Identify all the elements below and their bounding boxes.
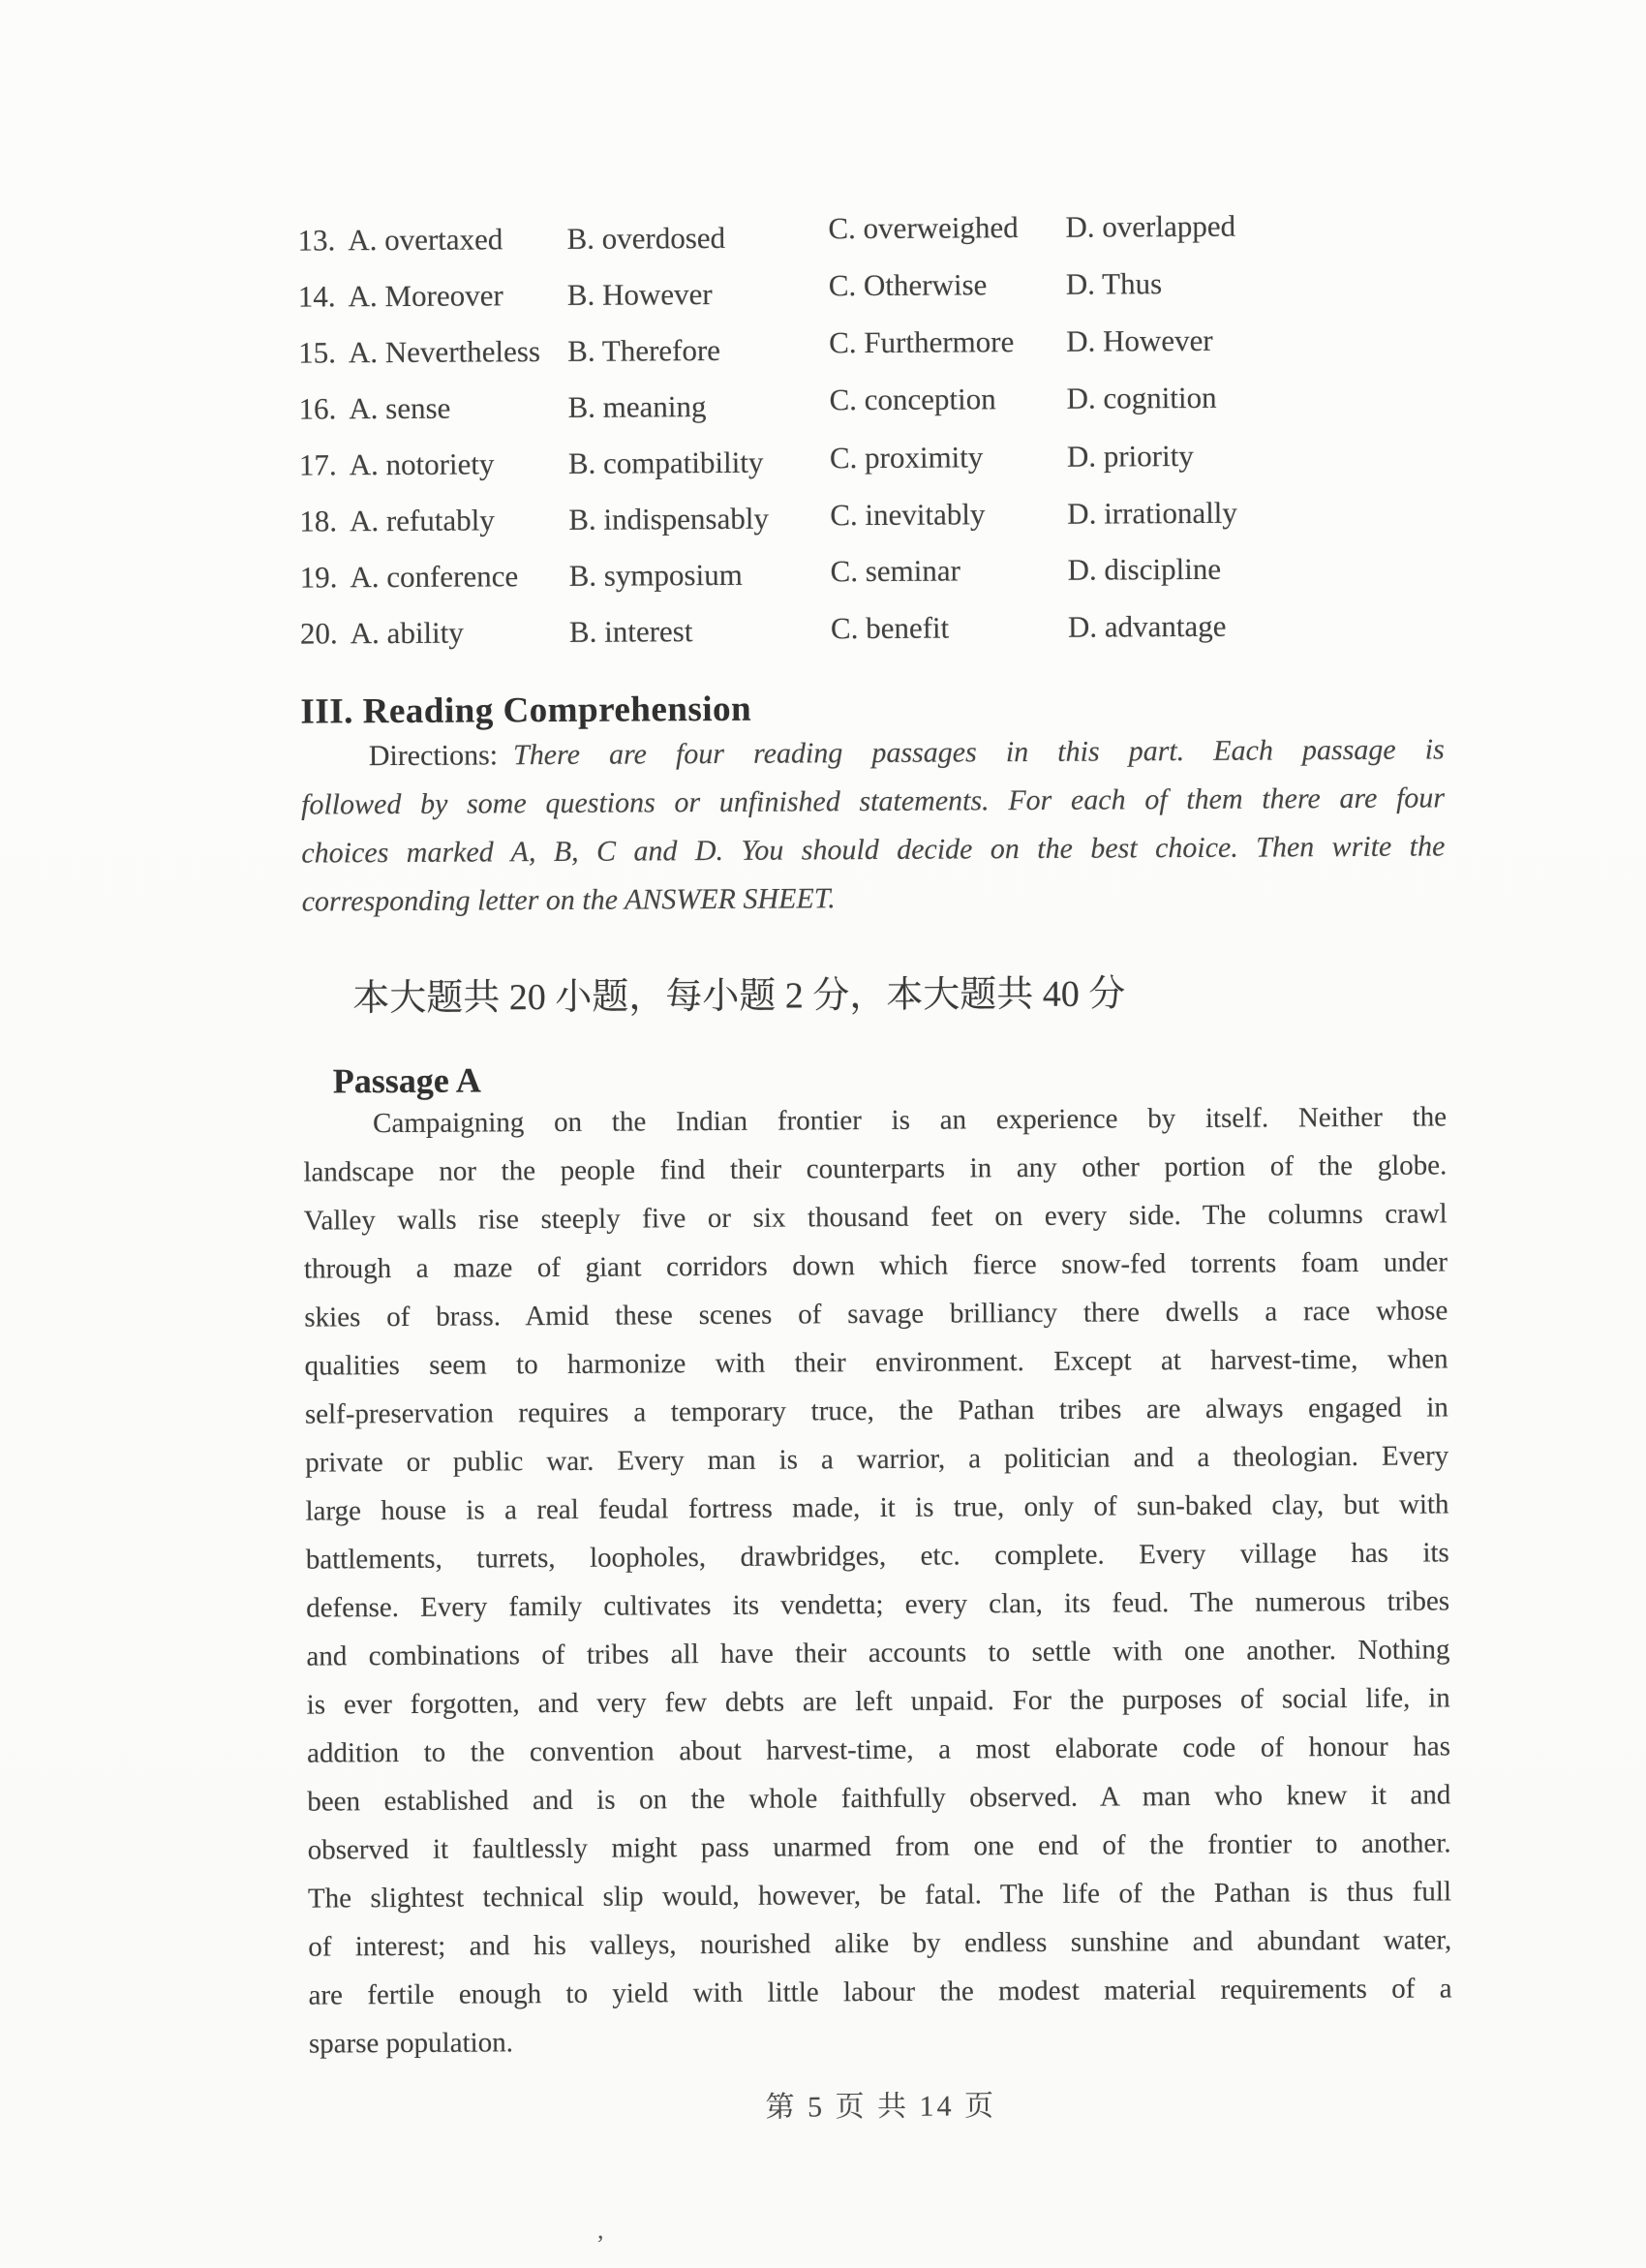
question-number: 14. [297,279,336,314]
option-d: D. advantage [1067,608,1227,644]
question-number: 18. [299,504,338,538]
option-b: B. interest [568,614,693,649]
option-c: C. proximity [829,440,984,475]
option-a: A. Nevertheless [348,334,541,370]
option-d: D. discipline [1067,551,1222,587]
option-a: A. conference [350,559,519,595]
passage-line: private or public war. Every man is a warrior, a politician and a theologian. Every [305,1440,1449,1479]
option-d: D. However [1066,322,1213,358]
question-cell-a [297,211,566,269]
directions-label: Directions: [368,739,499,773]
question-cell-a [300,604,569,662]
option-a: A. overtaxed [348,222,503,258]
passage-line: Campaigning on the Indian frontier is an experience by itself. Neither the [372,1101,1448,1140]
directions-paragraph [301,725,1446,926]
question-cell-a [298,267,567,325]
question-number: 13. [297,223,336,258]
option-c: C. conception [829,382,996,417]
option-b: B. compatibility [567,444,764,480]
passage-line: been established and is on the whole faithfully observed. A man who knew it and [307,1779,1451,1818]
directions-text: There are four reading passages in this part. Each passage is [512,733,1445,772]
passage-line: The slightest technical slip would, however, be fatal. The life of the Pathan is thus full [307,1876,1452,1915]
passage-line: qualities seem to harmonize with their environment. Except at harvest-time, when [304,1343,1448,1382]
question-cell-a [299,436,568,494]
option-d: D. overlapped [1065,208,1236,244]
option-c: C. Otherwise [828,267,988,303]
directions-line: followed by some questions or unfinished statements. For each of them there are four [300,782,1446,821]
option-d: D. irrationally [1067,495,1237,531]
passage-line: landscape nor the people find their counterparts in any other portion of the globe. [303,1149,1448,1188]
passage-line: self-preservation requires a temporary truce, the Pathan tribes are always engaged in [304,1392,1448,1430]
stray-ink-mark: , [597,2216,604,2244]
option-a: A. Moreover [348,278,503,314]
option-c: C. overweighed [828,210,1019,246]
passage-line: of interest; and his valleys, nourished alike by endless sunshine and abundant water, [308,1924,1452,1963]
option-b: B. indispensably [568,501,770,536]
multiple-choice-block [297,205,1444,661]
directions-line: corresponding letter on the ANSWER SHEET. [301,882,836,918]
directions-line: choices marked A, B, C and D. You should decide on the best choice. Then write the [301,830,1446,870]
section-heading: III. Reading Comprehension [300,689,752,732]
page-content [296,0,1453,2268]
option-c: C. Furthermore [829,324,1015,360]
option-b: B. overdosed [566,220,726,256]
passage-title: Passage A [332,1060,481,1101]
question-cell-a [298,323,567,382]
option-d: D. cognition [1066,380,1217,415]
passage-line: are fertile enough to yield with little labour the modest material requirements of a [308,1973,1452,2011]
question-number: 15. [298,335,337,370]
option-d: D. Thus [1065,266,1163,301]
passage-line: and combinations of tribes all have their accounts to settle with one another. Nothing [306,1634,1450,1672]
passage-line: through a maze of giant corridors down which fierce snow-fed torrents foam under [303,1246,1448,1285]
question-row [300,598,1444,661]
option-c: C. benefit [830,610,950,646]
question-number: 16. [298,391,337,426]
passage-line: addition to the convention about harvest-time, a most elaborate code of honour has [306,1731,1451,1769]
passage-line: observed it faultlessly might pass unarmed from one end of the frontier to another. [307,1827,1451,1866]
passage-line: sparse population. [308,2027,513,2060]
page-footer: 第 5 页 共 14 页 [765,2090,997,2124]
option-a: A. refutably [349,503,495,538]
question-number: 20. [299,616,338,651]
question-cell-a [299,548,568,606]
option-c: C. seminar [830,553,961,589]
option-b: B. Therefore [567,332,721,368]
score-note: 本大题共 20 小题，每小题 2 分，本大题共 40 分 [352,973,1126,1020]
passage-line: battlements, turrets, loopholes, drawbridges, etc. complete. Every village has its [305,1537,1449,1576]
question-cell-a [298,380,567,438]
passage-line: defense. Every family cultivates its vendetta; every clan, its feud. The numerous tribes [306,1585,1450,1624]
question-number: 17. [298,447,337,482]
question-cell-a [299,492,568,550]
passage-line: is ever forgotten, and very few debts are left unpaid. For the purposes of social life, in [306,1682,1450,1721]
passage-body [303,1092,1452,2068]
option-c: C. inevitably [830,497,986,533]
passage-line: Valley walls rise steeply five or six thousand feet on every side. The columns crawl [303,1198,1448,1237]
option-a: A. ability [350,615,464,651]
option-b: B. symposium [568,557,743,593]
passage-line: skies of brass. Amid these scenes of savage brilliancy there dwells a race whose [304,1295,1448,1333]
option-b: B. However [566,277,713,312]
question-number: 19. [299,560,338,595]
question-row [299,542,1443,605]
option-a: A. notoriety [349,446,495,482]
directions-line [301,725,1445,781]
passage-line: large house is a real feudal fortress made, it is true, only of sun-baked clay, but with [305,1488,1449,1527]
option-a: A. sense [349,390,451,426]
option-b: B. meaning [567,389,707,424]
option-d: D. priority [1066,438,1194,474]
